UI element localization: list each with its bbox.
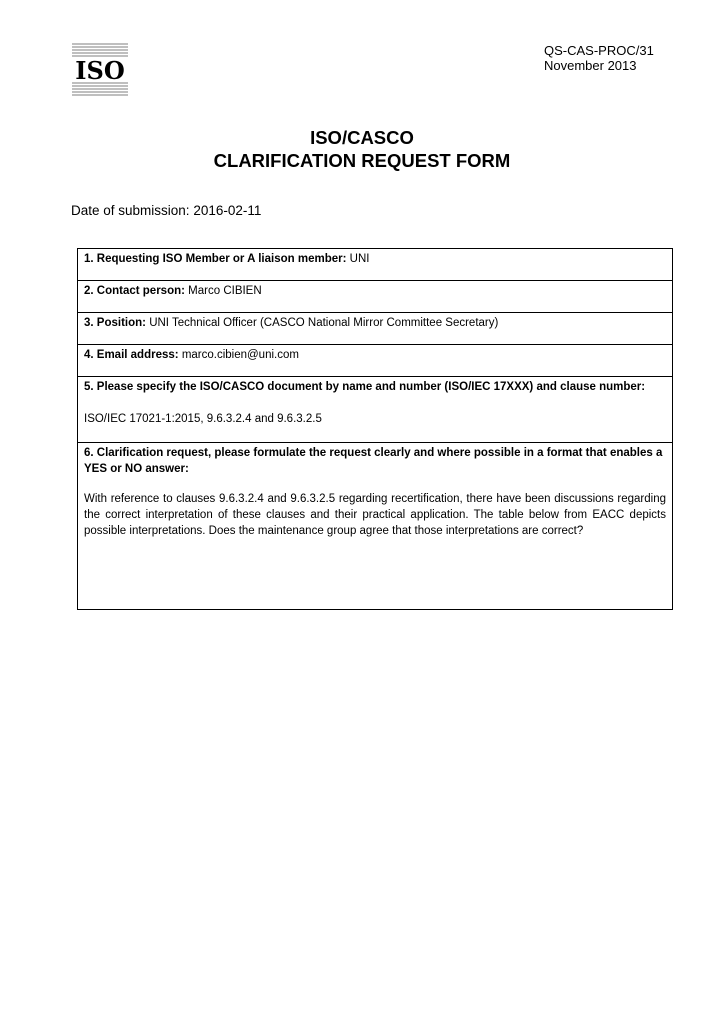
document-label: 5. Please specify the ISO/CASCO document by name and number (ISO/IEC 17XXX) and clause number: <box>84 381 646 393</box>
submission-date <box>71 203 261 218</box>
member-label: 1. Requesting ISO Member or A liaison member: <box>84 253 347 265</box>
document-value: ISO/IEC 17021-1:2015, 9.6.3.2.4 and 9.6.3.2.5 <box>84 413 322 425</box>
doc-date: November 2013 <box>544 58 637 73</box>
doc-code: QS-CAS-PROC/31 <box>544 43 654 58</box>
position-label: 3. Position: <box>84 317 146 329</box>
title-line-1: ISO/CASCO <box>310 127 414 148</box>
request-form-table <box>77 248 673 610</box>
request-label: 6. Clarification request, please formulate the request clearly and where possible in a format that enables a YES or NO answer: <box>84 447 663 475</box>
contact-value: Marco CIBIEN <box>188 285 262 297</box>
submission-label: Date of submission: <box>71 203 190 218</box>
iso-logo-text: ISO <box>75 56 125 85</box>
member-value: UNI <box>349 253 370 265</box>
page-title <box>0 126 724 172</box>
request-value: With reference to clauses 9.6.3.2.4 and 9.6.3.2.5 regarding recertification, there have been discussions regarding the correct interpretation of these clauses and their practical application. The table below from EACC depicts possible interpretations. Does the maintenance group agree that those interpretations are correct? <box>84 493 666 537</box>
form-row-email <box>78 345 672 377</box>
email-label: 4. Email address: <box>84 349 179 361</box>
submission-value: 2016-02-11 <box>193 203 262 218</box>
form-row-request <box>78 443 672 609</box>
email-value: marco.cibien@uni.com <box>181 349 299 361</box>
iso-logo <box>70 42 130 98</box>
form-row-document <box>78 377 672 443</box>
position-value: UNI Technical Officer (CASCO National Mirror Committee Secretary) <box>149 317 499 329</box>
contact-label: 2. Contact person: <box>84 285 185 297</box>
document-reference <box>544 43 654 73</box>
title-line-2: CLARIFICATION REQUEST FORM <box>213 150 511 171</box>
form-row-member <box>78 249 672 281</box>
form-row-contact <box>78 281 672 313</box>
form-row-position <box>78 313 672 345</box>
